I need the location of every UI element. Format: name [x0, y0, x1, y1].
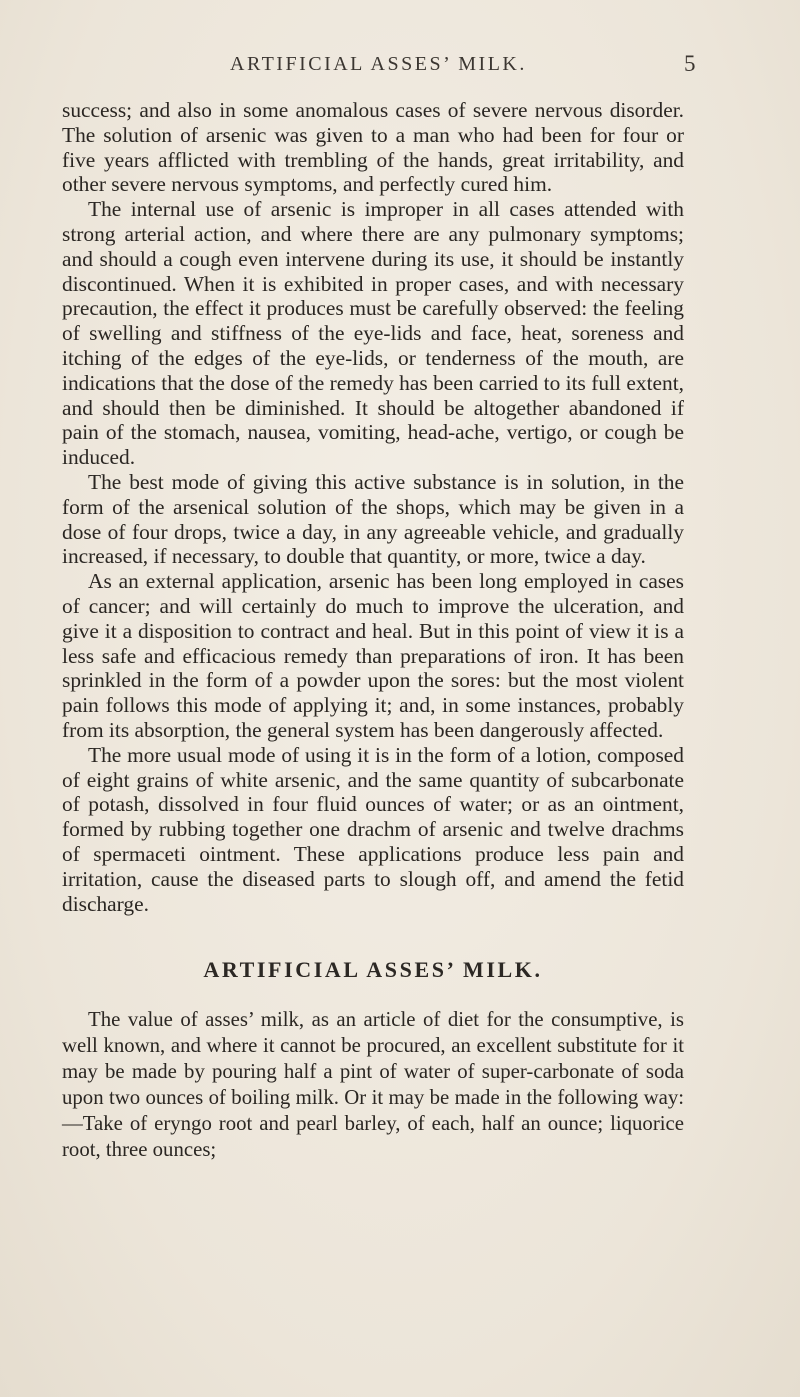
- text-block: [62, 98, 684, 1163]
- paragraph-lotion-ointment: The more usual mode of using it is in the form of a lotion, composed of eight grains of white arsenic, and the same quantity of subcarbonate of potash, dissolved in four fluid ounces of water; or as an ointment, formed by rubbing together one drachm of arsenic and twelve drachms of spermaceti ointment. These applications produce less pain and irritation, cause the diseased parts to slough off, and amend the fetid discharge.: [62, 742, 684, 916]
- paragraph-internal-use: The internal use of arsenic is improper in all cases attended with strong arterial action, and where there are any pulmonary symptoms; and should a cough even intervene during its use, it should be instantly discontinued. When it is exhibited in proper cases, and with necessary precaution, the effect it produces must be carefully observed: the feeling of swelling and stiffness of the eye-lids and face, heat, soreness and itching of the edges of the eye-lids, or tenderness of the mouth, are indications that the dose of the remedy has been carried to its full extent, and should then be diminished. It should be altogether abandoned if pain of the stomach, nausea, vomiting, head-ache, vertigo, or cough be induced.: [62, 197, 684, 470]
- paragraph-external-application: As an external application, arsenic has been long employed in cases of cancer; and will certainly do much to improve the ulceration, and give it a disposition to contract and heal. But in this point of view it is a less safe and efficacious remedy than preparations of iron. It has been sprinkled in the form of a powder upon the sores: but the most violent pain follows this mode of applying it; and, in some instances, probably from its absorption, the general system has been dangerously affected.: [62, 569, 684, 742]
- running-title: ARTIFICIAL ASSES’ MILK.: [230, 53, 527, 75]
- paragraph-mode-of-giving: The best mode of giving this active substance is in solution, in the form of the arsenical solution of the shops, which may be given in a dose of four drops, twice a day, in any agreeable vehicle, and gradually increased, if necessary, to double that quantity, or more, twice a day.: [62, 469, 684, 569]
- paragraph-asses-milk: The value of asses’ milk, as an article of diet for the consumptive, is well known, and where it cannot be procured, an excellent substitute for it may be made by pouring half a pint of water of super-carbonate of soda upon two ounces of boiling milk. Or it may be made in the following way:—Take of eryngo root and pearl barley, of each, half an ounce; liquorice root, three ounces;: [62, 1008, 684, 1162]
- paragraph-continuation: success; and also in some anomalous cases of severe nervous disorder. The solution of arsenic was given to a man who had been for four or five years afflicted with trembling of the hands, great irritability, and other severe nervous symptoms, and perfectly cured him.: [62, 98, 684, 197]
- page-number: 5: [684, 51, 696, 76]
- section-heading: ARTIFICIAL ASSES’ MILK.: [203, 957, 543, 983]
- running-head: [0, 53, 800, 83]
